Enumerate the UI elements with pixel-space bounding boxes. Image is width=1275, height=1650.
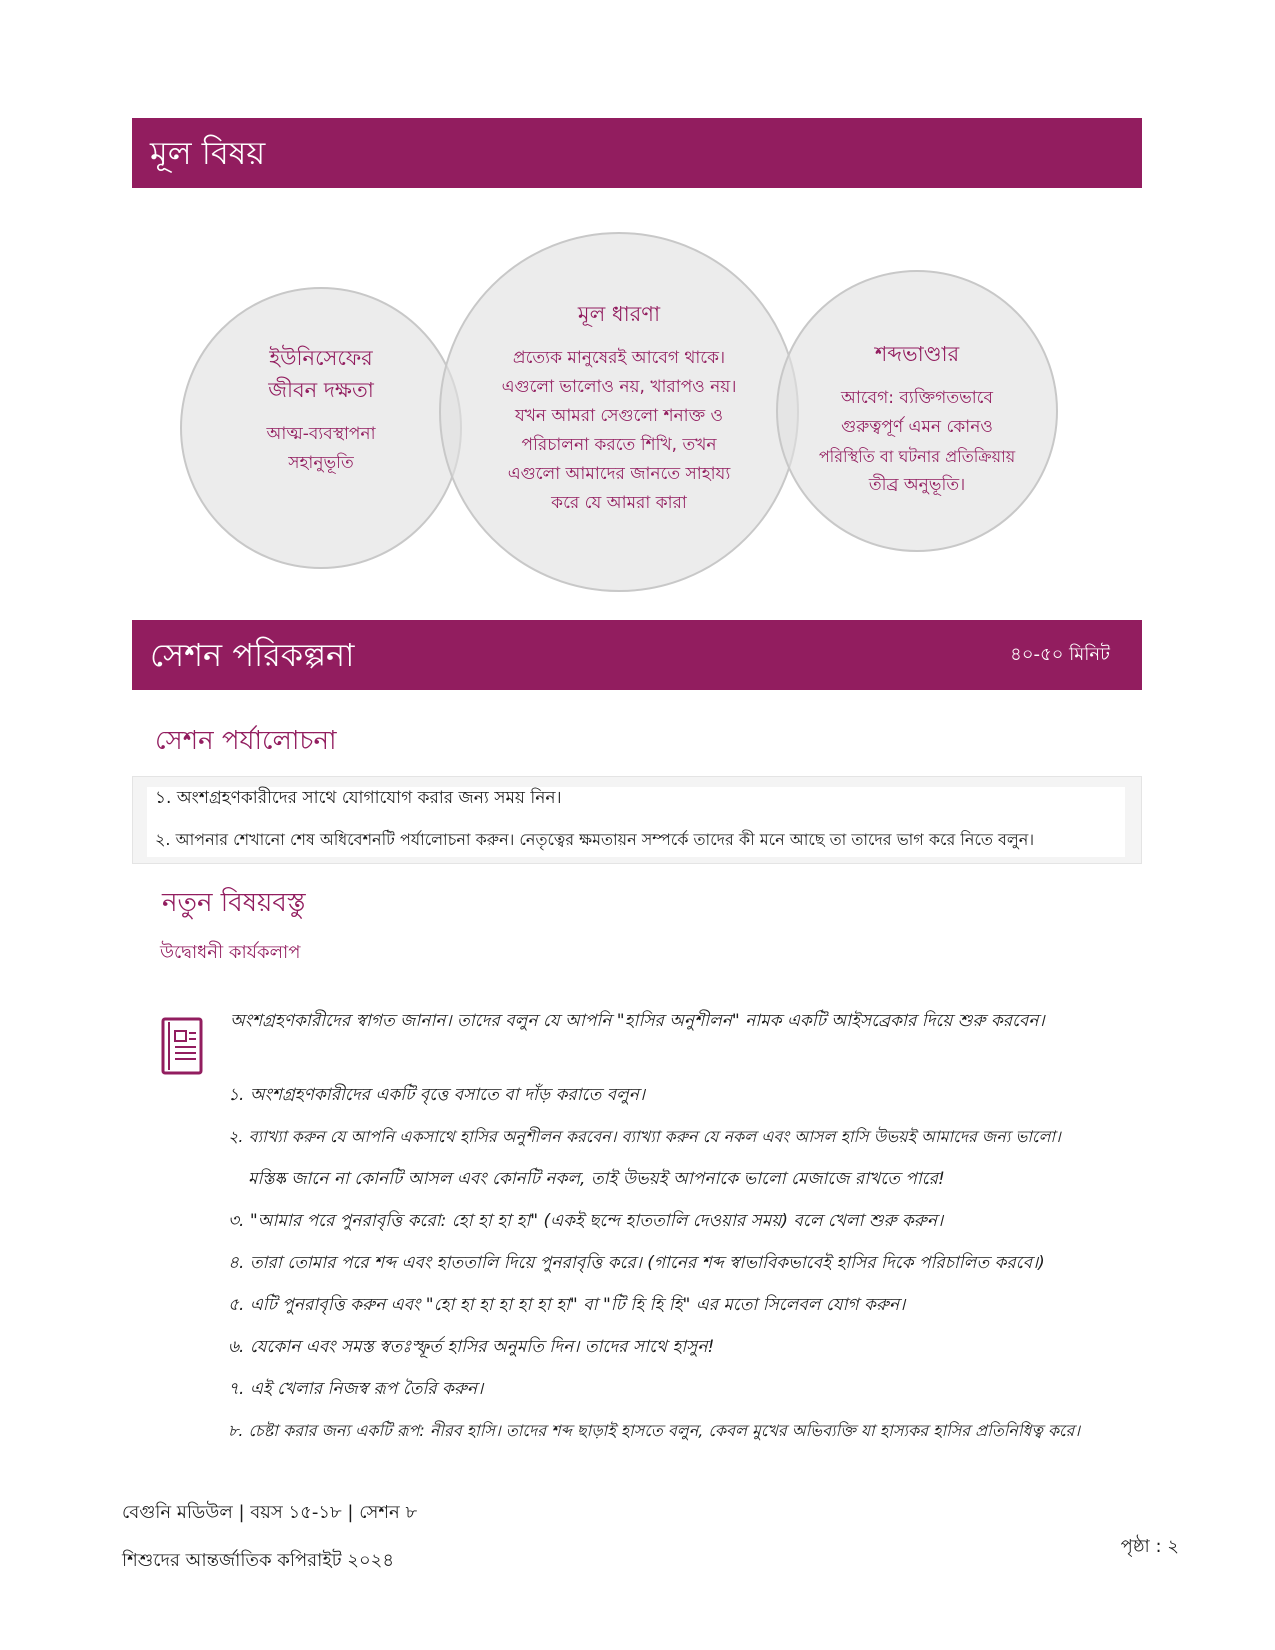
new-content-heading: নতুন বিষয়বস্তু xyxy=(162,888,306,918)
session-plan-banner xyxy=(132,620,1142,690)
vocabulary-line-2: গুরুত্বপূর্ণ এমন কোনও xyxy=(841,417,993,437)
activity-step-5: ৫. এটি পুনরাবৃত্তি করুন এবং "হো হা হা হা হা হা হা" বা "টি হি হি হি" এর মতো সিলেবল যোগ করুন। xyxy=(228,1295,906,1315)
activity-step-6: ৬. যেকোন এবং সমস্ত স্বতঃস্ফূর্ত হাসির অনুমতি দিন। তাদের সাথে হাসুন! xyxy=(228,1337,715,1357)
key-concept-line-4: পরিচালনা করতে শিখি, তখন xyxy=(521,435,717,455)
life-skills-item-2: সহানুভূতি xyxy=(288,453,354,473)
book-icon xyxy=(160,1016,206,1076)
activity-step-7: ৭. এই খেলার নিজস্ব রূপ তৈরি করুন। xyxy=(228,1379,484,1399)
activity-step-4: ৪. তারা তোমার পরে শব্দ এবং হাততালি দিয়ে পুনরাবৃত্তি করে। (গানের শব্দ স্বাভাবিকভাবেই হাসির দিকে পরিচালিত করবে।) xyxy=(228,1253,1045,1273)
key-concept-line-2: এগুলো ভালোও নয়, খারাপও নয়। xyxy=(501,377,737,397)
life-skills-title-2: জীবন দক্ষতা xyxy=(268,378,374,402)
session-plan-title: সেশন পরিকল্পনা xyxy=(150,636,355,674)
vocabulary-line-3: পরিস্থিতি বা ঘটনার প্রতিক্রিয়ায় xyxy=(818,447,1016,466)
key-concept-line-5: এগুলো আমাদের জানতে সাহায্য xyxy=(507,464,731,484)
activity-intro: অংশগ্রহণকারীদের স্বাগত জানান। তাদের বলুন যে আপনি "হাসির অনুশীলন" নামক একটি আইসব্রেকার দিয়ে শুরু করবেন। xyxy=(230,1011,1045,1031)
review-item-2: ২. আপনার শেখানো শেষ অধিবেশনটি পর্যালোচনা করুন। নেতৃত্বের ক্ষমতায়ন সম্পর্কে তাদের কী মনে আছে তা তাদের ভাগ করে নিতে বলুন। xyxy=(155,830,1035,849)
activity-step-8: ৮. চেষ্টা করার জন্য একটি রূপ: নীরব হাসি। তাদের শব্দ ছাড়াই হাসতে বলুন, কেবল মুখের অভিব্যক্তি যা হাস্যকর হাসির প্রতিনিধিত্ব করে। xyxy=(228,1421,1080,1440)
session-review-heading: সেশন পর্যালোচনা xyxy=(155,726,337,756)
page-number: পৃষ্ঠা : ২ xyxy=(1120,1536,1179,1557)
footer-copyright: শিশুদের আন্তর্জাতিক কপিরাইট ২০২৪ xyxy=(122,1550,395,1571)
vocabulary-line-1: আবেগ: ব্যক্তিগতভাবে xyxy=(841,388,993,408)
key-concept-line-6: করে যে আমরা কারা xyxy=(551,493,687,513)
core-topic-title: মূল বিষয় xyxy=(150,134,266,172)
activity-step-1: ১. অংশগ্রহণকারীদের একটি বৃত্তে বসাতে বা দাঁড় করাতে বলুন। xyxy=(228,1085,645,1105)
activity-step-2-cont: মস্তিষ্ক জানে না কোনটি আসল এবং কোনটি নকল, তাই উভয়ই আপনাকে ভালো মেজাজে রাখতে পারে! xyxy=(248,1169,945,1189)
activity-step-3: ৩. "আমার পরে পুনরাবৃত্তি করো: হো হা হা হা" (একই ছন্দে হাততালি দেওয়ার সময়) বলে খেলা শুরু করুন। xyxy=(228,1211,944,1231)
session-review-box xyxy=(132,776,1142,864)
vocabulary-title: শব্দভাণ্ডার xyxy=(874,342,960,366)
key-concept-line-3: যখন আমরা সেগুলো শনাক্ত ও xyxy=(514,406,724,426)
key-concept-title: মূল ধারণা xyxy=(577,302,661,326)
session-duration: ৪০-৫০ মিনিট xyxy=(1010,644,1110,665)
vocabulary-line-4: তীব্র অনুভূতি। xyxy=(868,475,966,495)
vocabulary-text xyxy=(786,338,1048,500)
footer-module: বেগুনি মডিউল | বয়স ১৫-১৮ | সেশন ৮ xyxy=(122,1502,418,1523)
life-skills-title-1: ইউনিসেফের xyxy=(269,346,373,370)
review-item-1: ১. অংশগ্রহণকারীদের সাথে যোগাযোগ করার জন্য সময় নিন। xyxy=(155,788,562,808)
life-skills-item-1: আত্ম-ব্যবস্থাপনা xyxy=(266,424,376,444)
life-skills-text xyxy=(200,342,442,478)
opening-activity-label: উদ্বোধনী কার্যকলাপ xyxy=(160,942,301,963)
key-concept-line-1: প্রত্যেক মানুষেরই আবেগ থাকে। xyxy=(512,348,726,368)
key-concept-text xyxy=(469,298,769,518)
activity-step-2: ২. ব্যাখ্যা করুন যে আপনি একসাথে হাসির অনুশীলন করবেন। ব্যাখ্যা করুন যে নকল এবং আসল হাসি উভয়ই আমাদের জন্য ভালো। xyxy=(228,1127,1061,1146)
